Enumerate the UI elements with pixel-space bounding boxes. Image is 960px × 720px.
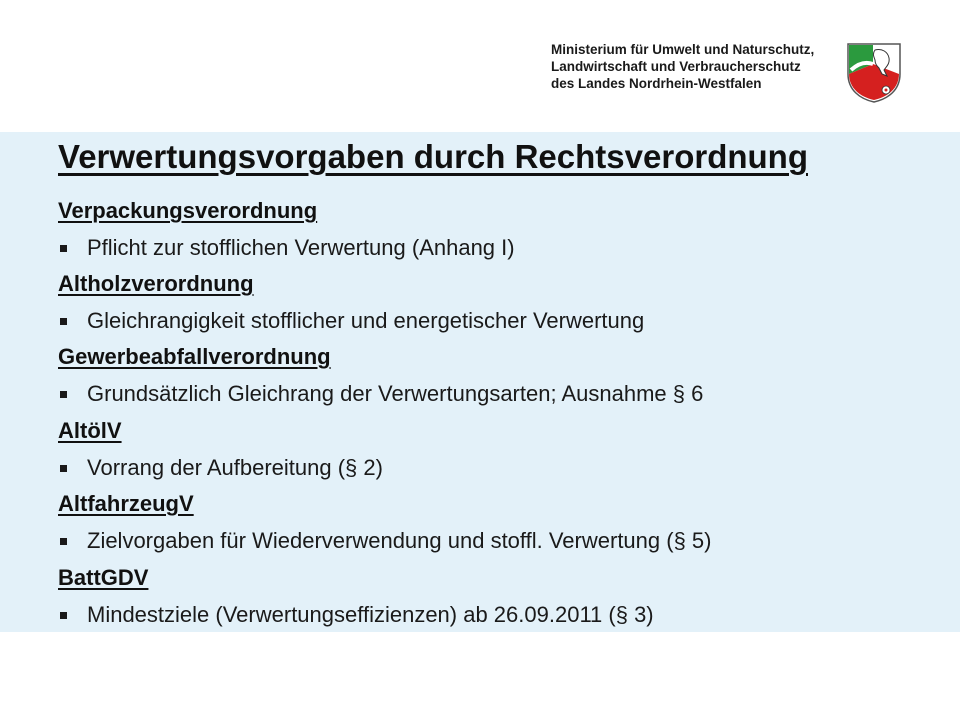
ministry-name xyxy=(551,41,814,92)
section-heading: BattGDV xyxy=(58,565,149,590)
bullet-text: Grundsätzlich Gleichrang der Verwertungsarten; Ausnahme § 6 xyxy=(87,381,704,406)
section-heading: AltölV xyxy=(58,418,122,443)
bullet-square-icon xyxy=(60,465,67,472)
bullet-text: Zielvorgaben für Wiederverwendung und stoffl. Verwertung (§ 5) xyxy=(87,528,712,553)
bullet-square-icon xyxy=(60,538,67,545)
nrw-coat-of-arms-icon xyxy=(842,40,906,104)
bullet-text: Vorrang der Aufbereitung (§ 2) xyxy=(87,455,383,480)
bullet-item xyxy=(60,455,383,481)
bullet-square-icon xyxy=(60,245,67,252)
bullet-item xyxy=(60,528,712,554)
section-heading: Verpackungsverordnung xyxy=(58,198,318,223)
bullet-item xyxy=(60,235,515,261)
bullet-text: Gleichrangigkeit stofflicher und energetischer Verwertung xyxy=(87,308,645,333)
bullet-item xyxy=(60,308,644,334)
bullet-square-icon xyxy=(60,391,67,398)
bullet-item xyxy=(60,602,654,628)
bullet-item xyxy=(60,381,703,407)
ministry-line-3: des Landes Nordrhein-Westfalen xyxy=(551,76,762,91)
ministry-line-2: Landwirtschaft und Verbraucherschutz xyxy=(551,59,801,74)
section-heading: Altholzverordnung xyxy=(58,271,254,296)
slide-title: Verwertungsvorgaben durch Rechtsverordnung xyxy=(58,138,808,175)
ministry-line-1: Ministerium für Umwelt und Naturschutz, xyxy=(551,42,815,57)
bullet-square-icon xyxy=(60,318,67,325)
section-heading: AltfahrzeugV xyxy=(58,491,194,516)
slide-header xyxy=(0,0,960,132)
section-heading: Gewerbeabfallverordnung xyxy=(58,344,331,369)
bullet-square-icon xyxy=(60,612,67,619)
bullet-text: Mindestziele (Verwertungseffizienzen) ab 26.09.2011 (§ 3) xyxy=(87,602,654,627)
bullet-text: Pflicht zur stofflichen Verwertung (Anhang I) xyxy=(87,235,515,260)
